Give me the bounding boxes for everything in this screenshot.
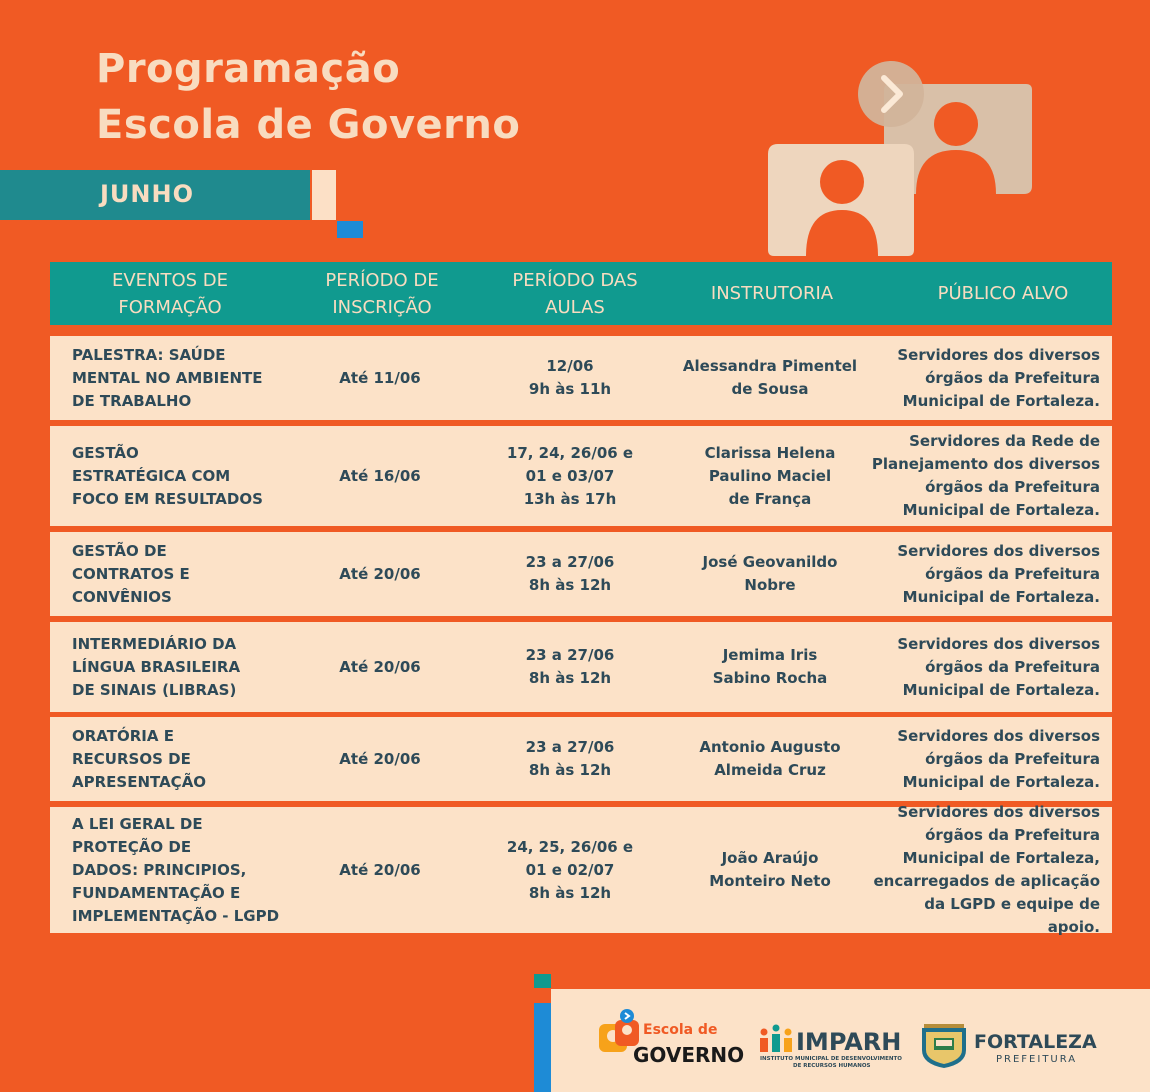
- month-accent-block: [312, 170, 336, 220]
- header-publico: PÚBLICO ALVO: [937, 283, 1069, 304]
- header-aulas: PERÍODO DAS AULAS: [512, 269, 638, 318]
- cell-aulas: 12/06 9h às 11h: [528, 357, 612, 398]
- cell-aulas: 23 a 27/06 8h às 12h: [525, 738, 615, 779]
- table-row: [50, 622, 1112, 712]
- cell-publico: Servidores dos diversos órgãos da Prefeitura Municipal de Fortaleza.: [897, 726, 1100, 791]
- cell-inscricao: Até 20/06: [339, 564, 421, 583]
- cell-instrutoria: Jemima Iris Sabino Rocha: [712, 646, 828, 687]
- table-row: [50, 532, 1112, 616]
- cell-inscricao: Até 20/06: [339, 860, 421, 879]
- cell-instrutoria: Clarissa Helena Paulino Maciel de França: [704, 443, 836, 508]
- escola-logo-line2: GOVERNO: [633, 1043, 745, 1067]
- cell-aulas: 24, 25, 26/06 e 01 e 02/07 8h às 12h: [506, 837, 634, 902]
- cell-publico: Servidores dos diversos órgãos da Prefeitura Municipal de Fortaleza.: [897, 345, 1100, 410]
- cell-event: ORATÓRIA E RECURSOS DE APRESENTAÇÃO: [72, 726, 207, 791]
- imparh-subtitle1: INSTITUTO MUNICIPAL DE DESENVOLVIMENTO: [760, 1056, 902, 1062]
- cell-instrutoria: Alessandra Pimentel de Sousa: [682, 357, 858, 398]
- cell-event: GESTÃO DE CONTRATOS E CONVÊNIOS: [72, 541, 190, 606]
- page-title-line1: Programação: [96, 46, 401, 92]
- cell-event: A LEI GERAL DE PROTEÇÃO DE DADOS: PRINCIPIOS, FUNDAMENTAÇÃO E IMPLEMENTAÇÃO - LGPD: [72, 814, 280, 925]
- cell-aulas: 23 a 27/06 8h às 12h: [525, 553, 615, 594]
- table-row: [50, 426, 1112, 526]
- table-row: [50, 717, 1112, 801]
- cell-aulas: 23 a 27/06 8h às 12h: [525, 646, 615, 687]
- cell-instrutoria: João Araújo Monteiro Neto: [709, 849, 831, 890]
- cell-inscricao: Até 11/06: [339, 368, 421, 387]
- escola-logo-line1: Escola de: [643, 1022, 718, 1038]
- escola-de-governo-logo: [597, 1008, 745, 1070]
- imparh-logo: [758, 1022, 908, 1070]
- cell-inscricao: Até 16/06: [339, 466, 421, 485]
- month-accent-square: [337, 221, 363, 238]
- cell-event: GESTÃO ESTRATÉGICA COM FOCO EM RESULTADOS: [72, 443, 263, 508]
- cell-inscricao: Até 20/06: [339, 657, 421, 676]
- footer-accent-blue: [534, 1003, 551, 1092]
- imparh-logo-text: IMPARH: [796, 1028, 902, 1056]
- imparh-subtitle2: DE RECURSOS HUMANOS: [793, 1063, 871, 1069]
- people-illustration-icon: [766, 58, 1036, 258]
- cell-publico: Servidores dos diversos órgãos da Prefeitura Municipal de Fortaleza, encarregados de aplicação da LGPD e equipe de apoio.: [873, 803, 1100, 936]
- month-label: JUNHO: [100, 180, 194, 208]
- table-row: [50, 336, 1112, 420]
- cell-event: INTERMEDIÁRIO DA LÍNGUA BRASILEIRA DE SINAIS (LIBRAS): [72, 634, 241, 699]
- cell-publico: Servidores dos diversos órgãos da Prefeitura Municipal de Fortaleza.: [897, 634, 1100, 699]
- header-inscricao: PERÍODO DE INSCRIÇÃO: [325, 269, 439, 318]
- page-title-line2: Escola de Governo: [96, 102, 521, 148]
- fortaleza-prefeitura-logo: [918, 1020, 1108, 1068]
- header-eventos: EVENTOS DE FORMAÇÃO: [111, 269, 229, 318]
- cell-publico: Servidores dos diversos órgãos da Prefeitura Municipal de Fortaleza.: [897, 541, 1100, 606]
- cell-aulas: 17, 24, 26/06 e 01 e 03/07 13h às 17h: [506, 443, 634, 508]
- header-instrutoria: INSTRUTORIA: [710, 283, 834, 304]
- fortaleza-logo-text: FORTALEZA: [974, 1031, 1097, 1053]
- table-row: [50, 803, 1112, 936]
- cell-instrutoria: José Geovanildo Nobre: [702, 553, 838, 594]
- cell-publico: Servidores da Rede de Planejamento dos diversos órgãos da Prefeitura Municipal de Fortaleza.: [871, 432, 1100, 519]
- cell-event: PALESTRA: SAÚDE MENTAL NO AMBIENTE DE TRABALHO: [72, 345, 263, 410]
- cell-instrutoria: Antonio Augusto Almeida Cruz: [699, 738, 841, 779]
- cell-inscricao: Até 20/06: [339, 749, 421, 768]
- footer-accent-teal: [534, 974, 551, 988]
- table-header: [50, 262, 1112, 325]
- prefeitura-logo-text: PREFEITURA: [996, 1054, 1078, 1065]
